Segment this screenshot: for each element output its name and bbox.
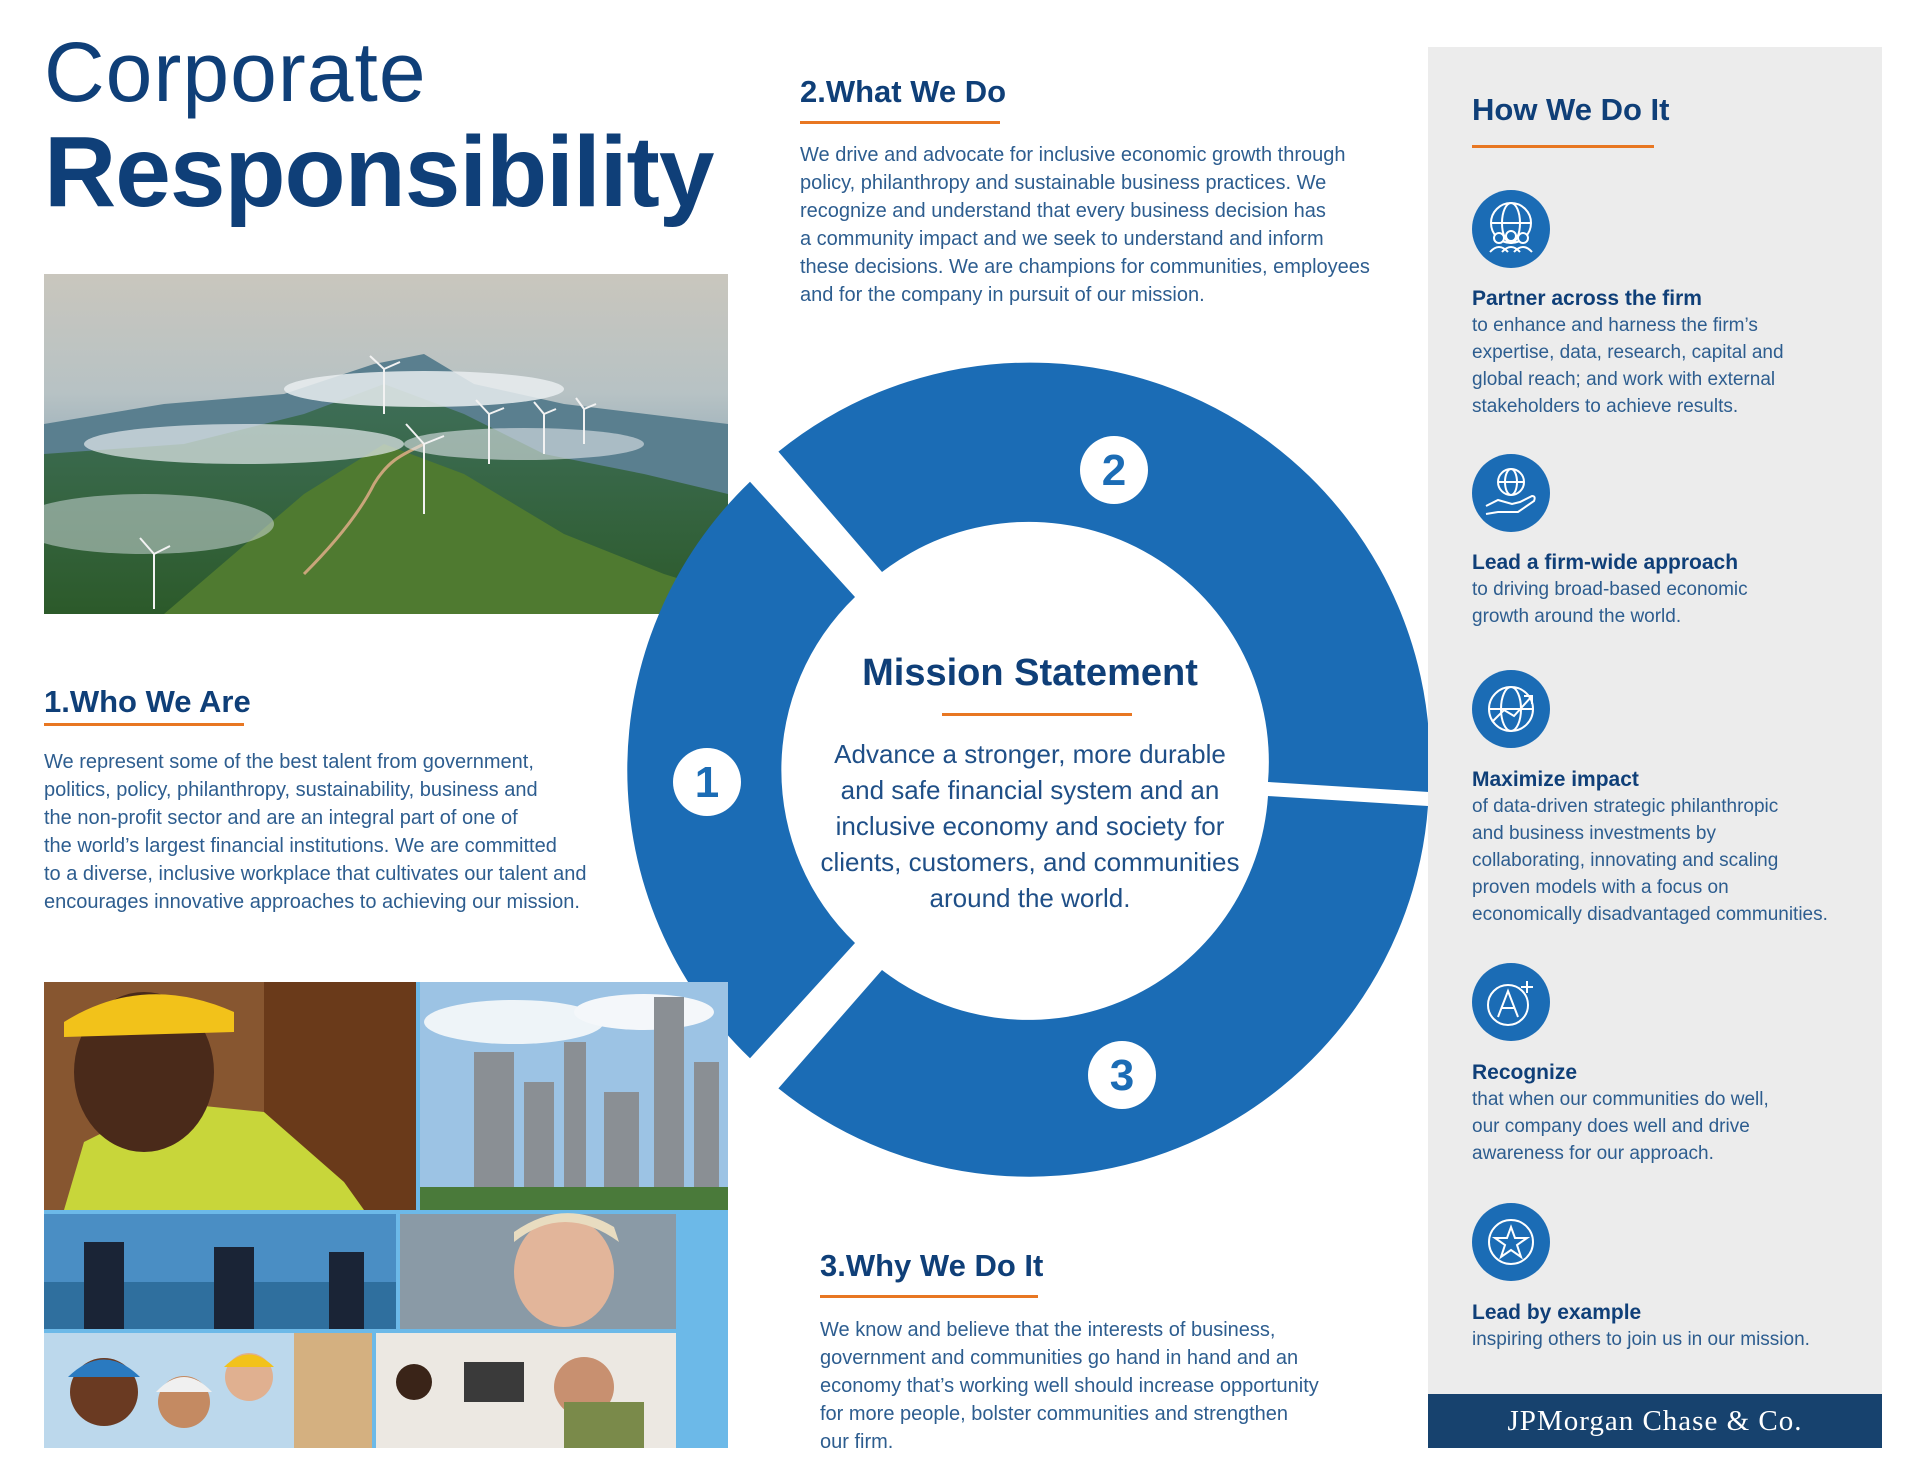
body-line: our firm. — [820, 1431, 894, 1453]
how-item-1 — [1472, 286, 1872, 420]
body-line: a community impact and we seek to understand and inform — [800, 228, 1324, 250]
how-item-line: economically disadvantaged communities. — [1472, 904, 1828, 925]
how-item-line: awareness for our approach. — [1472, 1143, 1714, 1164]
mission-line: clients, customers, and communities — [820, 847, 1240, 877]
section-who-title: Who We Are — [69, 684, 251, 719]
hand-globe-icon — [1472, 454, 1550, 532]
how-item-5 — [1472, 1300, 1892, 1353]
body-line: to a diverse, inclusive workplace that cultivates our talent and — [44, 863, 587, 885]
how-item-3 — [1472, 767, 1892, 928]
segment-label-1: 1 — [694, 758, 720, 807]
body-line: recognize and understand that every business decision has — [800, 200, 1326, 222]
how-item-line: our company does well and drive — [1472, 1116, 1750, 1137]
body-line: encourages innovative approaches to achieving our mission. — [44, 891, 580, 913]
body-line: the world’s largest financial institutions. We are committed — [44, 835, 557, 857]
mission-rule — [942, 713, 1132, 716]
section-who-body — [44, 748, 644, 916]
section-what-heading — [800, 76, 1006, 107]
a-plus-icon — [1472, 963, 1550, 1041]
photo-collage — [44, 982, 728, 1448]
how-item-line: proven models with a focus on — [1472, 877, 1729, 898]
body-line: government and communities go hand in hand and an — [820, 1347, 1299, 1369]
segment-label-2: 2 — [1101, 446, 1127, 495]
people-globe-icon — [1472, 190, 1550, 268]
mission-line: around the world. — [929, 883, 1131, 913]
section-who-rule — [44, 723, 244, 726]
body-line: and for the company in pursuit of our mission. — [800, 284, 1205, 306]
body-line: for more people, bolster communities and strengthen — [820, 1403, 1289, 1425]
body-line: politics, policy, philanthropy, sustainability, business and — [44, 779, 538, 801]
segment-label-3: 3 — [1109, 1051, 1135, 1100]
how-item-line: global reach; and work with external — [1472, 369, 1776, 390]
how-item-line: inspiring others to join us in our mission. — [1472, 1329, 1810, 1350]
body-line: these decisions. We are champions for communities, employees — [800, 256, 1370, 278]
section-why-heading — [820, 1250, 1043, 1281]
how-item-line: of data-driven strategic philanthropic — [1472, 796, 1779, 817]
mission-line: Advance a stronger, more durable — [834, 739, 1226, 769]
body-line: We represent some of the best talent from government, — [44, 751, 534, 773]
how-item-line: expertise, data, research, capital and — [1472, 342, 1784, 363]
how-item-4 — [1472, 1060, 1872, 1167]
section-who-heading — [44, 686, 251, 717]
section-why-body — [820, 1316, 1380, 1456]
ring-segment-2 — [778, 363, 1430, 792]
company-logo — [1428, 1394, 1882, 1448]
section-what-body — [800, 141, 1400, 309]
how-item-line: that when our communities do well, — [1472, 1089, 1769, 1110]
section-what-title: What We Do — [825, 74, 1007, 109]
how-item-line: to driving broad-based economic — [1472, 579, 1748, 600]
how-item-head: Lead by example — [1472, 1301, 1642, 1324]
globe-growth-icon — [1472, 670, 1550, 748]
how-item-line: and business investments by — [1472, 823, 1716, 844]
how-item-head: Lead a firm-wide approach — [1472, 551, 1739, 574]
how-item-head: Maximize impact — [1472, 768, 1639, 791]
section-who-number: 1. — [44, 684, 70, 719]
how-rule — [1472, 145, 1654, 148]
section-why-number: 3. — [820, 1248, 846, 1283]
how-item-line: stakeholders to achieve results. — [1472, 396, 1739, 417]
company-logo-text: JPMorgan Chase & Co. — [1507, 1404, 1803, 1437]
title-line-2: Responsibility — [44, 116, 714, 228]
how-title: How We Do It — [1472, 92, 1670, 127]
body-line: economy that’s working well should increase opportunity — [820, 1375, 1319, 1397]
how-item-head: Partner across the firm — [1472, 287, 1702, 310]
mission-line: and safe financial system and an — [840, 775, 1220, 805]
body-line: We know and believe that the interests of business, — [820, 1319, 1276, 1341]
how-item-2 — [1472, 550, 1872, 630]
star-icon — [1472, 1203, 1550, 1281]
mission-title: Mission Statement — [862, 652, 1198, 694]
mission-body — [800, 736, 1260, 916]
body-line: policy, philanthropy and sustainable business practices. We — [800, 172, 1327, 194]
section-why-rule — [820, 1295, 1038, 1298]
section-why-title: Why We Do It — [845, 1248, 1044, 1283]
section-what-number: 2. — [800, 74, 826, 109]
body-line: We drive and advocate for inclusive economic growth through — [800, 144, 1346, 166]
section-what-rule — [800, 121, 1000, 124]
how-item-line: to enhance and harness the firm’s — [1472, 315, 1758, 336]
how-item-line: growth around the world. — [1472, 606, 1682, 627]
how-item-line: collaborating, innovating and scaling — [1472, 850, 1779, 871]
how-item-head: Recognize — [1472, 1061, 1578, 1084]
mission-line: inclusive economy and society for — [835, 811, 1225, 841]
title-line-1: Corporate — [44, 25, 427, 119]
body-line: the non-profit sector and are an integral part of one of — [44, 807, 518, 829]
